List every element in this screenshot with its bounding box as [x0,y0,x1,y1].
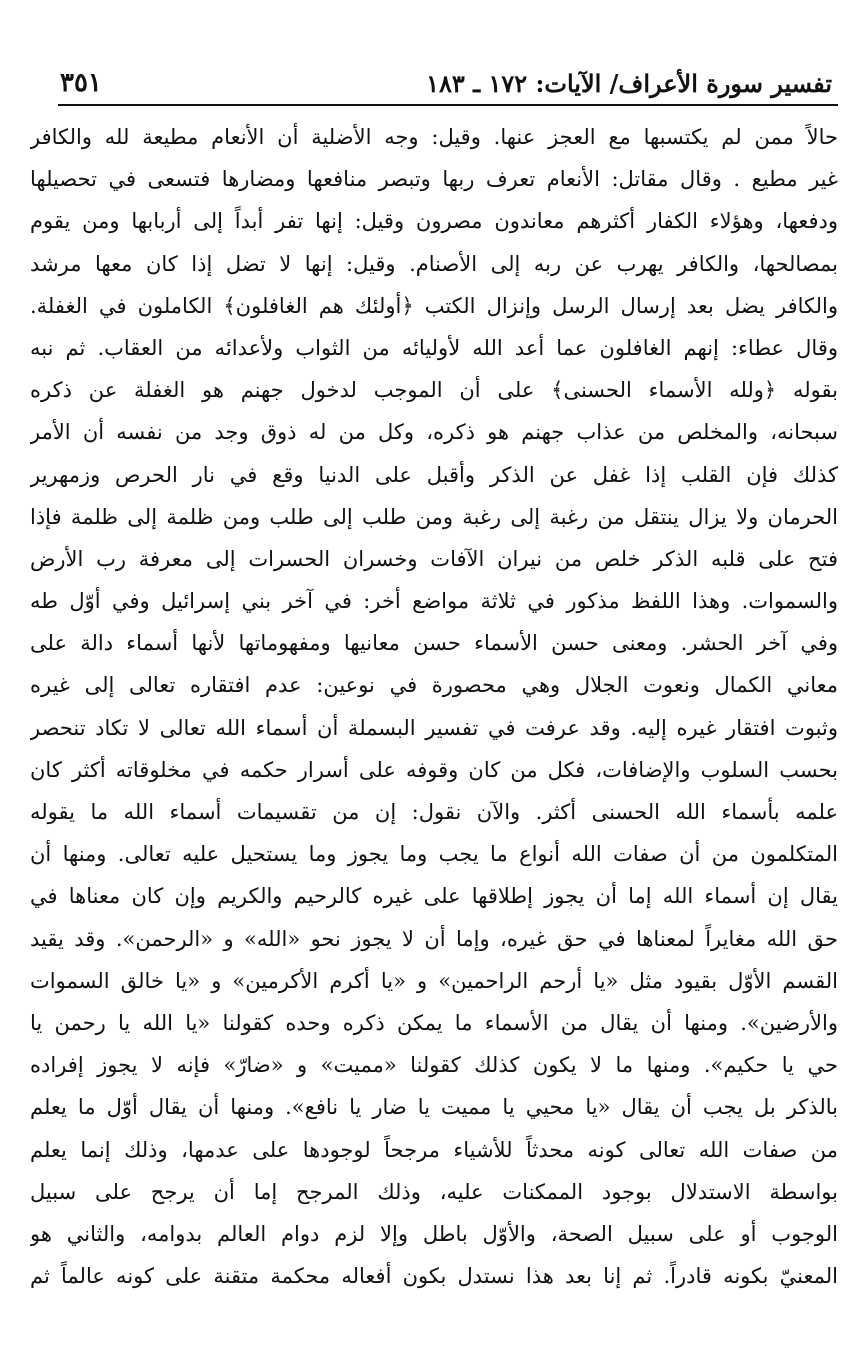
page-number: ٣٥١ [60,68,102,98]
text-line: غير مطيع . وقال مقاتل: الأنعام تعرف ربها وتبصر منافعها ومضارها فتسعى في تحصيلها [30,167,838,192]
text-line: معاني الكمال ونعوت الجلال وهي محصورة في نوعين: عدم افتقاره تعالى إلى غيره [30,673,838,698]
text-line: بواسطة الاستدلال بوجود الممكنات عليه، وذلك المرجح إما أن يرجح على سبيل [30,1179,838,1204]
text-line: يقال إن أسماء الله إما أن يجوز إطلاقها على غيره كالرحيم والكريم وإن كان معناها في [30,884,838,909]
header-rule [58,104,838,106]
text-line: والأرضين». ومنها أن يقال من الأسماء ما يمكن ذكره وحده كقولنا «يا الله يا رحمن يا [30,1010,838,1035]
text-line: علمه بأسماء الله الحسنى أكثر. والآن نقول: إن من تقسيمات أسماء الله ما يقوله [30,800,838,824]
running-header [60,54,832,104]
text-line: بحسب السلوب والإضافات، فكل من كان وقوفه على أسرار حكمه في مخلوقاته أكثر كان [30,757,838,782]
text-line: فتح على قلبه الذكر خلص من نيران الآفات وخسران الحسرات إلى معرفة رب الأرض [30,546,838,571]
text-line: وثبوت افتقار غيره إليه. وقد عرفت في تفسير البسملة أن أسماء الله تعالى لا تكاد تنحصر [30,715,838,740]
text-line: القسم الأوّل بقيود مثل «يا أرحم الراحمين» و «يا أكرم الأكرمين» و «يا خالق السموات [30,968,838,993]
text-line: الحرمان ولا يزال ينتقل من رغبة إلى رغبة ومن طلب إلى طلب ومن ظلمة إلى ظلمة فإذا [30,504,838,529]
text-line: بقوله ﴿ولله الأسماء الحسنى﴾ على أن الموجب لدخول جهنم هو الغفلة عن ذكره [30,378,838,403]
text-line: حالاً ممن لم يكتسبها مع العجز عنها. وقيل: وجه الأضلية أن الأنعام مطيعة لله والكافر [30,125,838,149]
text-line: من صفات الله تعالى كونه محدثاً للأشياء مرجحاً لوجودها على عدمها، وذلك إنما يعلم [30,1137,838,1162]
running-header-title: تفسير سورة الأعراف/ الآيات: ١٧٢ ـ ١٨٣ [426,69,832,98]
text-line: المعنيّ بكونه قادراً. ثم إنا بعد هذا نستدل بكون أفعاله محكمة متقنة على كونه عالماً ثم [30,1264,838,1289]
text-line: المتكلمون من أن صفات الله أنواع ما يجب وما يجوز وما يستحيل عليه تعالى. ومنها أن [30,842,838,867]
text-line: حق الله مغايراً لمعناها في حق غيره، وإما أن لا يجوز نحو «الله» و «الرحمن». وقد يقيد [30,926,838,951]
text-line: وفي آخر الحشر. ومعنى حسن الأسماء حسن معانيها ومفهوماتها لأنها أسماء دالة على [30,631,838,656]
body-text [30,116,838,1297]
text-line: ودفعها، وهؤلاء الكفار أكثرهم معاندون مصرون وقيل: إنها تفر أبداً إلى أربابها ومن يقوم [30,209,838,234]
text-line: كذلك فإن القلب إذا غفل عن الذكر وأقبل على الدنيا وقع في نار الحرص وزمهرير [30,462,838,487]
text-line: بالذكر بل يجب أن يقال «يا محيي يا مميت يا ضار يا نافع». ومنها أن يقال أوّل ما يعلم [30,1095,838,1120]
text-line: الوجوب أو على سبيل الصحة، والأوّل باطل وإلا لزم دوام العالم بدوامه، والثاني هو [30,1221,838,1246]
text-line: وقال عطاء: إنهم الغافلون عما أعد الله لأوليائه من الثواب ولأعدائه من العقاب. ثم نبه [30,335,838,360]
text-line: والكافر يضل بعد إرسال الرسل وإنزال الكتب ﴿أولئك هم الغافلون﴾ الكاملون في الغفلة. [30,293,838,318]
text-line: بمصالحها، والكافر يهرب عن ربه إلى الأصنام. وقيل: إنها لا تضل إذا كان معها مرشد [30,251,838,276]
text-line: سبحانه، والمخلص من عذاب جهنم هو ذكره، وكل من له ذوق وجد من نفسه أن الأمر [30,420,838,445]
text-line: والسموات. وهذا اللفظ مذكور في ثلاثة مواضع أخر: في آخر بني إسرائيل وفي أوّل طه [30,589,838,614]
text-line: حي يا حكيم». ومنها ما لا يكون كذلك كقولنا «مميت» و «ضارّ» فإنه لا يجوز إفراده [30,1053,838,1078]
